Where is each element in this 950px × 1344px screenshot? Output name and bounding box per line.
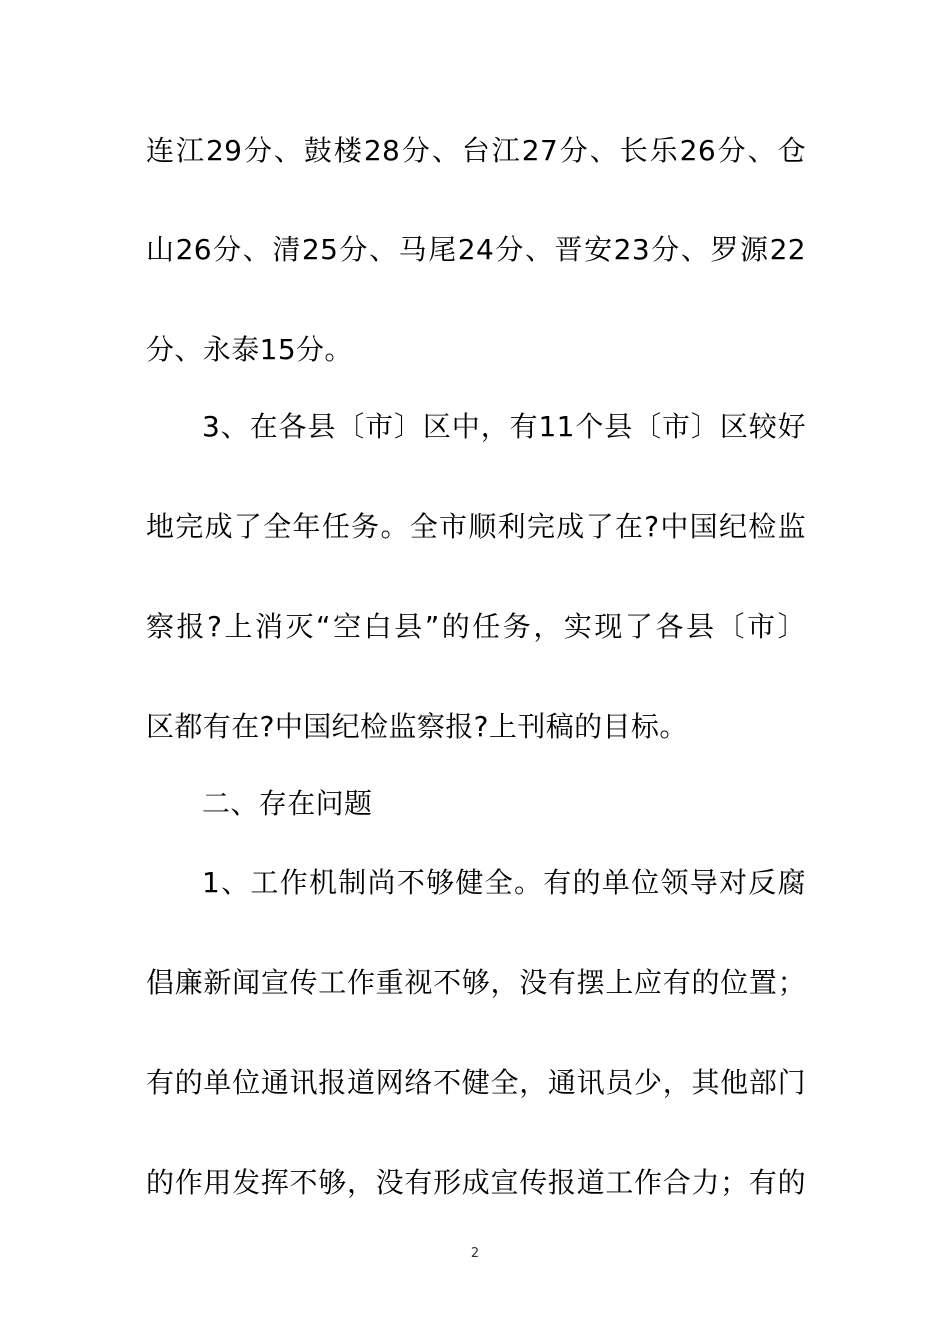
text-line-9: 1、工作机制尚不够健全。有的单位领导对反腐 — [202, 866, 806, 899]
text-line-12: 的作用发挥不够，没有形成宣传报道工作合力；有的 — [146, 1166, 806, 1199]
text-line-10: 倡廉新闻宣传工作重视不够，没有摆上应有的位置； — [146, 966, 806, 999]
text-line-3: 分、永泰15分。 — [146, 333, 353, 366]
text-line-5: 地完成了全年任务。全市顺利完成了在?中国纪检监 — [146, 510, 806, 543]
text-line-6: 察报?上消灭“空白县”的任务，实现了各县〔市〕 — [146, 610, 806, 643]
page-number: 2 — [470, 1246, 480, 1261]
text-line-2: 山26分、清25分、马尾24分、晋安23分、罗源22 — [146, 233, 806, 266]
section-heading: 二、存在问题 — [202, 787, 373, 820]
text-line-1: 连江29分、鼓楼28分、台江27分、长乐26分、仓 — [146, 134, 806, 167]
text-line-11: 有的单位通讯报道网络不健全，通讯员少，其他部门 — [146, 1066, 806, 1099]
text-line-7: 区都有在?中国纪检监察报?上刊稿的目标。 — [146, 710, 688, 743]
text-line-4: 3、在各县〔市〕区中，有11个县〔市〕区较好 — [202, 410, 806, 443]
